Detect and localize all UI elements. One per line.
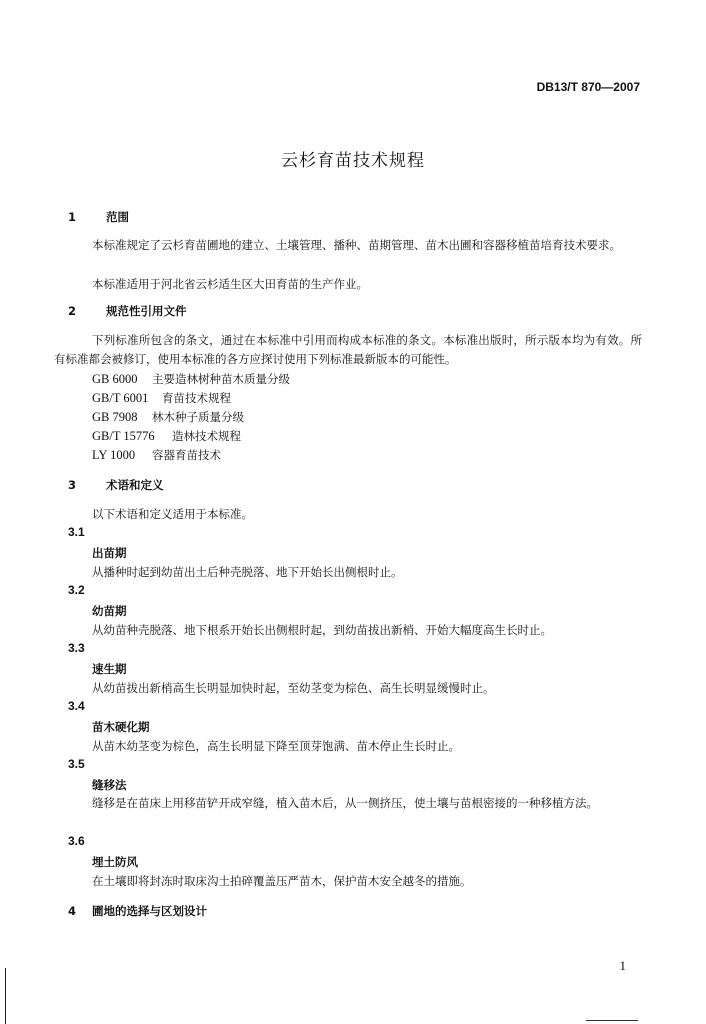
term-number: 3.6 <box>68 834 85 848</box>
section-1-paragraph-1: 本标准规定了云杉育苗圃地的建立、土壤管理、播种、苗期管理、苗木出圃和容器移植苗培育技术要求。 <box>92 238 621 252</box>
reference-name: 育苗技术规程 <box>162 391 231 405</box>
reference-item <box>92 447 221 463</box>
term-definition: 从幼苗种壳脱落、地下根系开始长出侧根时起，到幼苗拔出新梢、开始大幅度高生长时止。 <box>92 623 552 637</box>
reference-item <box>92 390 231 406</box>
term-definition: 从幼苗拔出新梢高生长明显加快时起，至幼茎变为棕色、高生长明显缓慢时止。 <box>92 681 495 695</box>
reference-name: 林木种子质量分级 <box>152 410 244 424</box>
section-4-heading <box>68 903 207 919</box>
section-3-heading <box>68 477 164 493</box>
section-2-title: 规范性引用文件 <box>106 304 187 318</box>
term-definition: 在土壤即将封冻时取床沟土拍碎覆盖压严苗木，保护苗木安全越冬的措施。 <box>92 874 472 888</box>
term-name: 缝移法 <box>92 778 127 792</box>
reference-name: 造林技术规程 <box>172 429 241 443</box>
footer-rule <box>586 1020 638 1021</box>
page-number: 1 <box>619 958 626 973</box>
reference-code: GB 7908 <box>92 410 138 424</box>
reference-item <box>92 371 290 387</box>
reference-code: GB/T 6001 <box>92 391 149 405</box>
term-number: 3.1 <box>68 525 85 539</box>
term-number: 3.3 <box>68 641 85 655</box>
reference-code: LY 1000 <box>92 448 136 462</box>
section-4-number: 4 <box>68 904 77 918</box>
section-4-title: 圃地的选择与区划设计 <box>92 904 207 918</box>
term-number: 3.4 <box>68 699 85 713</box>
reference-code: GB/T 15776 <box>92 429 155 443</box>
section-2-number: 2 <box>68 304 77 318</box>
reference-name: 主要造林树种苗木质量分级 <box>152 372 290 386</box>
section-1-heading <box>68 209 129 225</box>
reference-name: 容器育苗技术 <box>152 448 221 462</box>
section-3-intro: 以下术语和定义适用于本标准。 <box>92 507 253 521</box>
reference-item <box>92 428 241 444</box>
term-name: 速生期 <box>92 662 127 676</box>
term-name: 出苗期 <box>92 546 127 560</box>
section-2-heading <box>68 303 187 319</box>
section-1-title: 范围 <box>106 210 129 224</box>
term-definition: 从播种时起到幼苗出土后种壳脱落、地下开始长出侧根时止。 <box>92 565 403 579</box>
term-definition: 从苗木幼茎变为棕色，高生长明显下降至顶芽饱满、苗木停止生长时止。 <box>92 739 460 753</box>
section-3-number: 3 <box>68 478 77 492</box>
term-name: 苗木硬化期 <box>92 720 150 734</box>
document-code: DB13/T 870—2007 <box>536 80 640 94</box>
reference-code: GB 6000 <box>92 372 138 386</box>
section-3-title: 术语和定义 <box>106 478 164 492</box>
reference-item <box>92 409 244 425</box>
section-2-paragraph-1: 下列标准所包含的条文，通过在本标准中引用而构成本标准的条文。本标准出版时，所示版本均为有效。所有标准都会被修订，使用本标准的各方应探讨使用下列标准最新版本的可能性。 <box>54 333 642 366</box>
margin-line <box>5 968 6 1024</box>
term-number: 3.2 <box>68 583 85 597</box>
section-1-paragraph-2: 本标准适用于河北省云杉适生区大田育苗的生产作业。 <box>92 277 368 291</box>
term-name: 幼苗期 <box>92 604 127 618</box>
section-1-number: 1 <box>68 210 77 224</box>
page-title: 云杉育苗技术规程 <box>281 151 425 171</box>
term-definition: 缝移是在苗床上用移苗铲开成窄缝，植入苗木后，从一侧挤压，使土壤与苗根密接的一种移植方法。 <box>92 796 598 810</box>
term-name: 埋土防风 <box>92 855 138 869</box>
term-number: 3.5 <box>68 757 85 771</box>
